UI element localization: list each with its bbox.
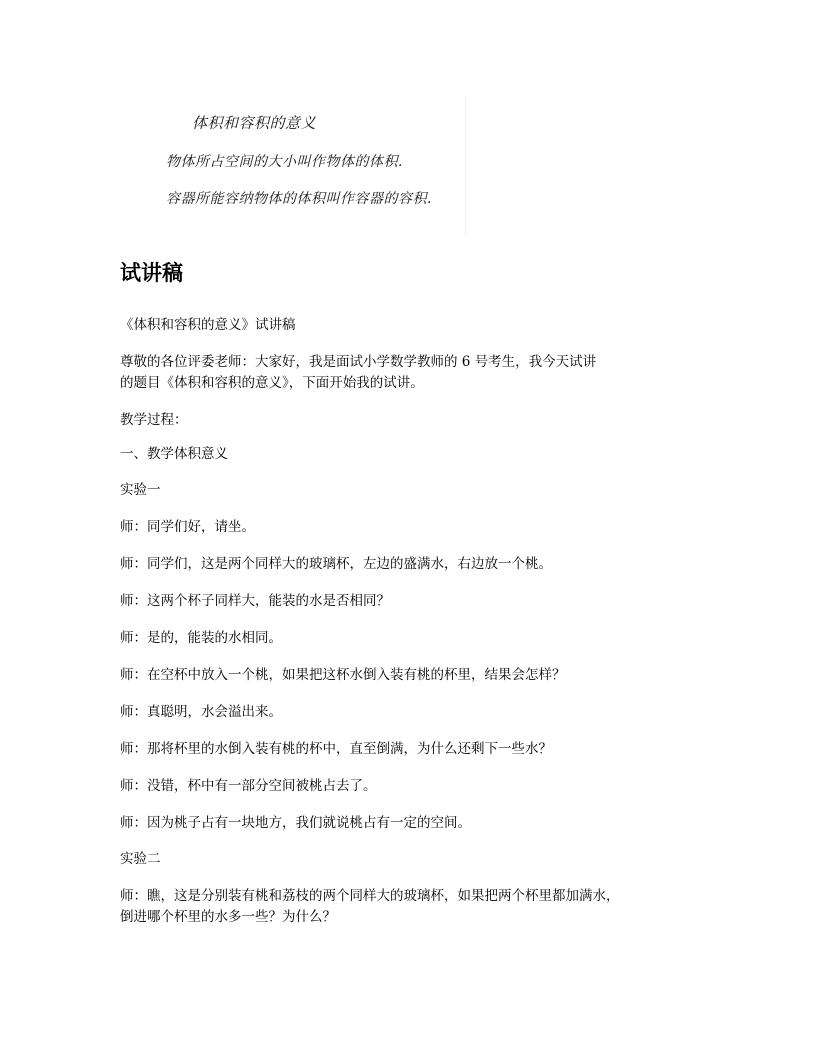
- handwritten-title: 体积和容积的意义: [192, 114, 317, 132]
- paragraph-intro-line1: 尊敬的各位评委老师：大家好，我是面试小学数学教师的 6 号考生，我今天试讲: [120, 354, 597, 370]
- paragraph-process: 教学过程：: [120, 412, 188, 428]
- paragraph-line: 师：同学们，这是两个同样大的玻璃杯，左边的盛满水，右边放一个桃。: [120, 556, 552, 572]
- paragraph-line: 师：没错，杯中有一部分空间被桃占去了。: [120, 778, 377, 794]
- paragraph-line: 师：真聪明，水会溢出来。: [120, 704, 282, 720]
- handwritten-volume-definition: 物体所占空间的大小叫作物体的体积.: [166, 154, 403, 170]
- paragraph-line: 师：因为桃子占有一块地方，我们就说桃占有一定的空间。: [120, 815, 471, 831]
- paragraph-line: 师：瞧，这是分别装有桃和荔枝的两个同样大的玻璃杯，如果把两个杯里都加满水，: [120, 888, 620, 904]
- paragraph-line: 师：那将杯里的水倒入装有桃的杯中，直至倒满，为什么还剩下一些水？: [120, 741, 552, 757]
- image-edge: [465, 96, 466, 236]
- paragraph-line: 师：在空杯中放入一个桃，如果把这杯水倒入装有桃的杯里，结果会怎样？: [120, 667, 566, 683]
- page-heading: 试讲稿: [120, 261, 183, 285]
- handwritten-notes-image: [156, 96, 466, 236]
- paragraph-title: 《体积和容积的意义》试讲稿: [120, 317, 296, 333]
- paragraph-line: 倒进哪个杯里的水多一些？为什么？: [120, 909, 336, 925]
- paragraph-line: 师：同学们好，请坐。: [120, 519, 255, 535]
- paragraph-intro-line2: 的题目《体积和容积的意义》，下面开始我的试讲。: [120, 375, 424, 391]
- paragraph-experiment-one: 实验一: [120, 482, 161, 498]
- handwritten-capacity-definition: 容器所能容纳物体的体积叫作容器的容积.: [166, 191, 432, 207]
- paragraph-section-one: 一、教学体积意义: [120, 446, 228, 462]
- paragraph-line: 师：这两个杯子同样大，能装的水是否相同？: [120, 593, 390, 609]
- paragraph-line: 师：是的，能装的水相同。: [120, 630, 282, 646]
- paragraph-experiment-two: 实验二: [120, 851, 161, 867]
